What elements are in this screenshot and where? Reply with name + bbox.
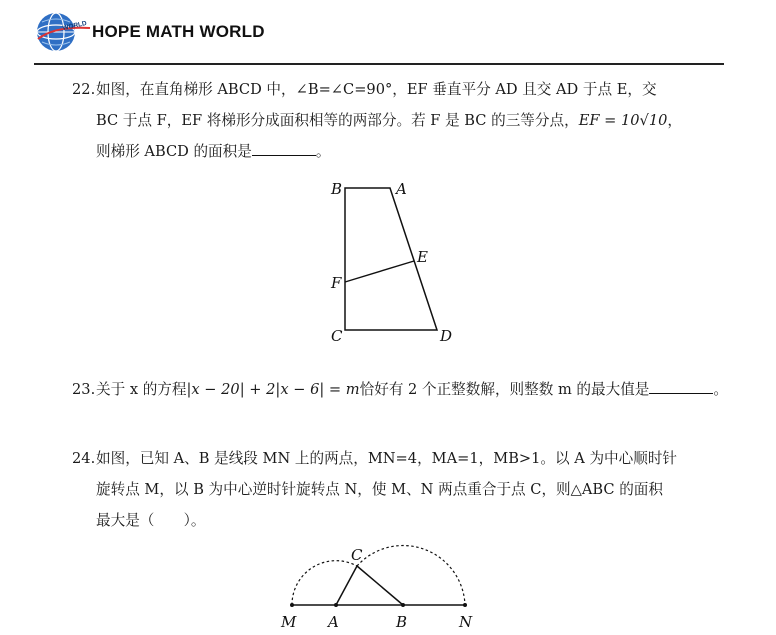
q24-line-2: 旋转点 M，以 B 为中心逆时针旋转点 N，使 M、N 两点重合于点 C，则△ABC 的面积 [96,481,663,498]
point-label-d: D [440,327,453,345]
point-label-c: C [351,546,363,564]
svg-text:WORLD: WORLD [61,20,88,32]
point-label-e: E [417,248,428,266]
q24-line-1: 24.如图，已知 A、B 是线段 MN 上的两点，MN=4，MA=1，MB>1。以 A 为中心顺时针 [72,443,677,474]
q24-line-3: 最大是（ ）。 [96,512,206,529]
point-label-n: N [459,613,473,631]
point-label-b: B [331,180,343,198]
question-number: 22. [72,81,96,98]
ef-formula: EF = 10√10 [578,112,668,129]
point-label-f: F [331,274,342,292]
brand-name: HOPE MATH WORLD [92,22,265,41]
point-label-c: C [331,327,343,345]
equation: |x − 20| + 2|x − 6| = m [186,381,360,398]
q22-line-2: BC 于点 F，EF 将梯形分成面积相等的两部分。若 F 是 BC 的三等分点，EF = 10√10， [96,112,683,129]
question-number: 23. [72,381,96,398]
q22-line-1: 22.如图，在直角梯形 ABCD 中，∠B=∠C=90°，EF 垂直平分 AD 且交 AD 于点 E，交 [72,74,682,105]
point-label-a: A [396,180,407,198]
question-number: 24. [72,450,96,467]
question-23: 23.关于 x 的方程|x − 20| + 2|x − 6| = m恰好有 2 个正整数解，则整数 m 的最大值是 。 [72,374,728,405]
point-label-a: A [328,613,339,631]
point-label-b: B [396,613,408,631]
q22-line-3: 则梯形 ABCD 的面积是 。 [96,143,331,160]
point-label-m: M [281,613,297,631]
